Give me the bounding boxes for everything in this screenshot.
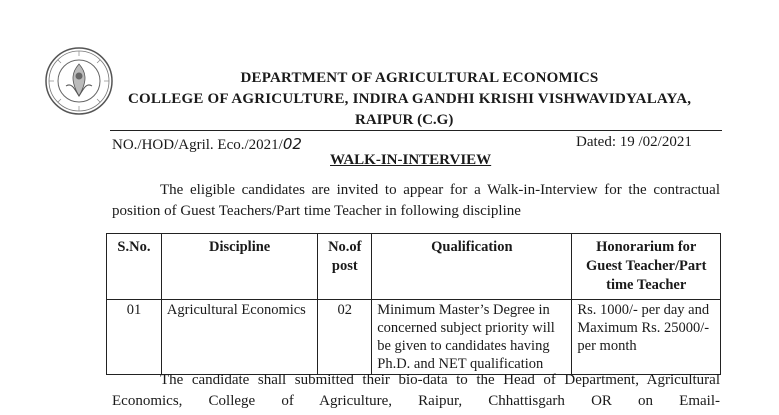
cell-posts: 02	[318, 300, 372, 375]
reference-number	[112, 135, 302, 154]
reference-number-handwritten: 02	[282, 135, 302, 153]
cell-discipline: Agricultural Economics	[161, 300, 317, 375]
header-qualification: Qualification	[372, 234, 572, 300]
table-header-row	[107, 234, 721, 300]
cell-qualification: Minimum Master’s Degree in concerned subject priority will be given to candidates having Ph.D. and NET qualification	[372, 300, 572, 375]
date-line: Dated: 19 /02/2021	[576, 134, 692, 150]
college-name: COLLEGE OF AGRICULTURE, INDIRA GANDHI KRISHI VISHWAVIDYALAYA,	[128, 91, 692, 107]
closing-paragraph: The candidate shall submitted their bio-data to the Head of Department, Agricultural Economics, College of Agriculture, Raipur, Chhattisgarh OR on Email-	[112, 372, 720, 409]
table-row	[107, 300, 721, 375]
reference-number-text: NO./HOD/Agril. Eco./2021/	[112, 137, 283, 153]
header-discipline: Discipline	[161, 234, 317, 300]
department-name: DEPARTMENT OF AGRICULTURAL ECONOMICS	[240, 70, 599, 86]
header-divider	[110, 130, 722, 131]
discipline-table	[106, 233, 721, 375]
header-posts: No.of post	[318, 234, 372, 300]
city-state: RAIPUR (C.G)	[355, 112, 454, 128]
header-sno: S.No.	[107, 234, 162, 300]
header-honorarium: Honorarium for Guest Teacher/Part time Teacher	[572, 234, 721, 300]
notice-title: WALK-IN-INTERVIEW	[330, 152, 492, 168]
cell-honorarium: Rs. 1000/- per day and Maximum Rs. 25000/- per month	[572, 300, 721, 375]
cell-sno: 01	[107, 300, 162, 375]
intro-paragraph: The eligible candidates are invited to appear for a Walk-in-Interview for the contractual position of Guest Teachers/Part time Teacher in following discipline	[112, 182, 720, 219]
